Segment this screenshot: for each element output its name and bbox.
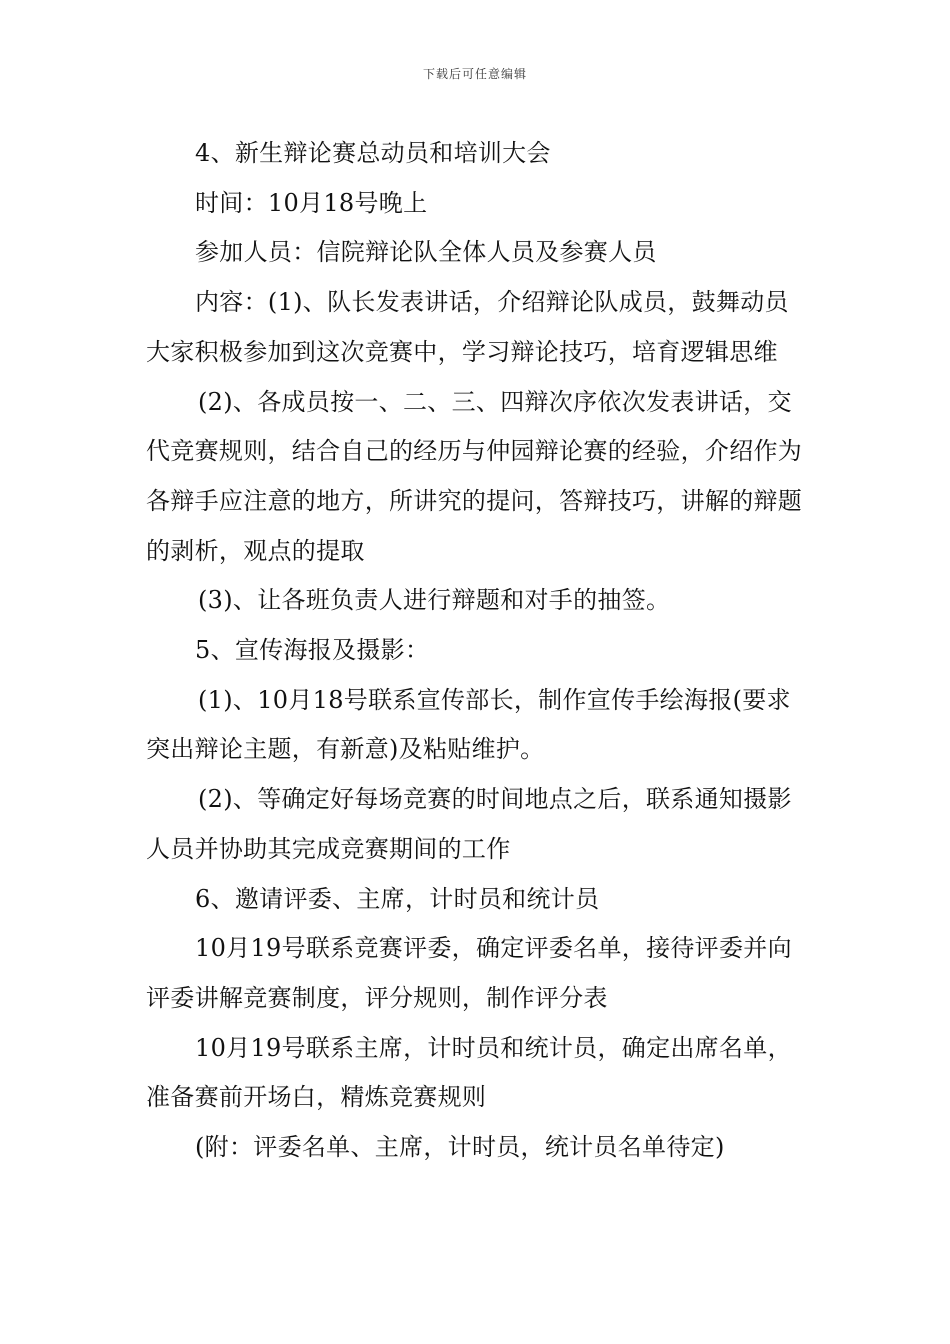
page-header-note: 下载后可任意编辑 — [422, 67, 527, 81]
section-heading-6: 6、邀请评委、主席，计时员和统计员 — [195, 884, 600, 913]
paragraph-content-2: (2)、各成员按一、二、三、四辩次序依次发表讲话，交代竞赛规则，结合自己的经历与仲园辩论赛的经验，介绍作为各辩手应注意的地方，所讲究的提问，答辩技巧，讲解的辩题的剥析，观点的提取 — [146, 387, 803, 565]
section-heading-5: 5、宣传海报及摄影： — [195, 636, 430, 665]
paragraph-content-3: (3)、让各班负责人进行辩题和对手的抽签。 — [198, 586, 671, 615]
paragraph-appendix-note: (附：评委名单、主席，计时员，统计员名单待定) — [195, 1133, 725, 1162]
paragraph-judges: 10月19号联系竞赛评委，确定评委名单，接待评委并向评委讲解竞赛制度，评分规则，制作评分表 — [146, 934, 792, 1012]
paragraph-chair: 10月19号联系主席，计时员和统计员，确定出席名单，准备赛前开场白，精炼竞赛规则 — [146, 1033, 792, 1112]
paragraph-time: 时间：10月18号晚上 — [195, 188, 428, 217]
paragraph-poster-1: (1)、10月18号联系宣传部长，制作宣传手绘海报(要求突出辩论主题，有新意)及粘贴维护。 — [146, 685, 791, 764]
document-body — [146, 129, 810, 1173]
paragraph-content-1: 内容：(1)、队长发表讲话，介绍辩论队成员，鼓舞动员大家积极参加到这次竞赛中，学习辩论技巧，培育逻辑思维 — [146, 288, 789, 366]
section-heading-4: 4、新生辩论赛总动员和培训大会 — [195, 139, 551, 167]
paragraph-poster-2: (2)、等确定好每场竞赛的时间地点之后，联系通知摄影人员并协助其完成竞赛期间的工作 — [146, 785, 792, 863]
paragraph-participants: 参加人员：信院辩论队全体人员及参赛人员 — [195, 238, 657, 267]
